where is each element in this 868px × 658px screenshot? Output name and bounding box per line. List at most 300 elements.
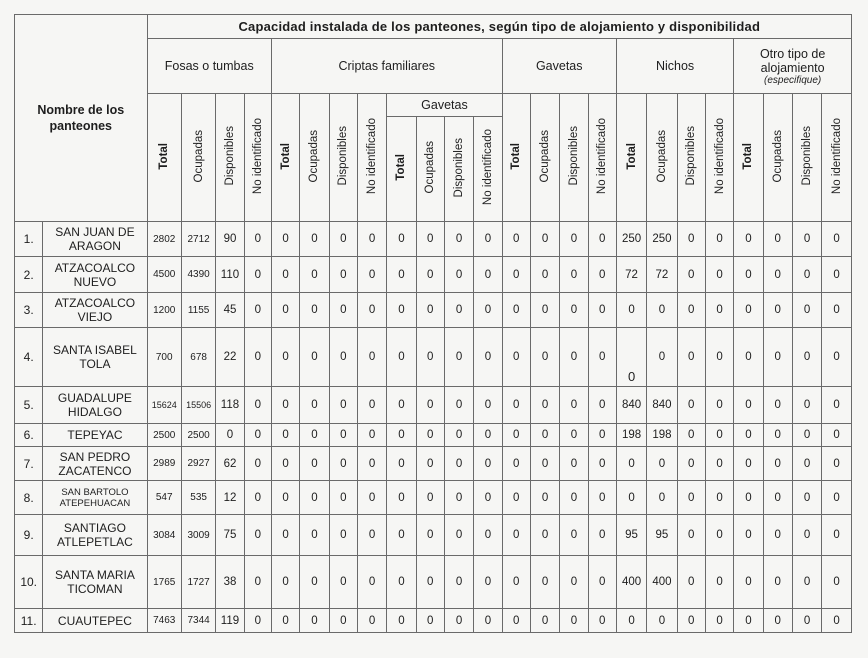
group-nichos: Nichos xyxy=(616,39,733,94)
value-cell: 118 xyxy=(216,387,244,424)
value-cell: 75 xyxy=(216,515,244,556)
value-cell: 0 xyxy=(734,609,763,633)
value-cell: 840 xyxy=(616,387,646,424)
col-gavetas-no-identificado: No identificado xyxy=(588,94,616,222)
value-cell: 0 xyxy=(560,222,588,257)
value-cell: 0 xyxy=(530,556,559,609)
value-cell: 0 xyxy=(244,293,271,328)
value-cell: 0 xyxy=(822,293,852,328)
value-cell: 4390 xyxy=(181,257,215,293)
table-row xyxy=(15,556,852,609)
value-cell: 90 xyxy=(216,222,244,257)
value-cell: 0 xyxy=(792,424,821,447)
value-cell: 0 xyxy=(300,293,329,328)
value-cell: 0 xyxy=(357,257,386,293)
col-criptas-total: Total xyxy=(271,94,299,222)
value-cell: 0 xyxy=(416,293,444,328)
value-cell: 0 xyxy=(734,222,763,257)
value-cell: 0 xyxy=(677,515,705,556)
panteon-name: ATZACOALCO NUEVO xyxy=(43,257,147,293)
value-cell: 0 xyxy=(444,556,473,609)
panteon-name: SANTIAGO ATLEPETLAC xyxy=(43,515,147,556)
group-criptas: Criptas familiares xyxy=(271,39,502,94)
value-cell: 0 xyxy=(705,222,733,257)
col-cg-no-identificado: No identificado xyxy=(474,117,502,222)
col-fosas-total: Total xyxy=(147,94,181,222)
value-cell: 3084 xyxy=(147,515,181,556)
value-cell: 0 xyxy=(357,609,386,633)
value-cell: 700 xyxy=(147,328,181,387)
value-cell: 0 xyxy=(588,424,616,447)
panteon-name: SANTA ISABEL TOLA xyxy=(43,328,147,387)
col-cg-ocupadas: Ocupadas xyxy=(416,117,444,222)
col-criptas-no-identificado: No identificado xyxy=(357,94,386,222)
value-cell: 0 xyxy=(271,257,299,293)
value-cell: 0 xyxy=(271,293,299,328)
value-cell: 0 xyxy=(300,481,329,515)
value-cell: 4500 xyxy=(147,257,181,293)
subgroup-criptas-gavetas: Gavetas xyxy=(387,94,502,117)
value-cell: 0 xyxy=(677,609,705,633)
col-otro-ocupadas: Ocupadas xyxy=(763,94,792,222)
value-cell: 0 xyxy=(444,222,473,257)
value-cell: 0 xyxy=(444,609,473,633)
value-cell: 2500 xyxy=(181,424,215,447)
value-cell: 0 xyxy=(244,515,271,556)
group-otro xyxy=(734,39,852,94)
value-cell: 0 xyxy=(530,257,559,293)
value-cell: 0 xyxy=(244,328,271,387)
value-cell: 0 xyxy=(329,424,357,447)
value-cell: 0 xyxy=(474,481,502,515)
value-cell: 0 xyxy=(387,257,416,293)
value-cell: 1200 xyxy=(147,293,181,328)
col-fosas-disponibles: Disponibles xyxy=(216,94,244,222)
value-cell: 0 xyxy=(474,222,502,257)
value-cell: 0 xyxy=(474,515,502,556)
value-cell: 198 xyxy=(616,424,646,447)
value-cell: 0 xyxy=(588,328,616,387)
value-cell: 0 xyxy=(616,293,646,328)
value-cell: 0 xyxy=(705,293,733,328)
value-cell: 0 xyxy=(474,257,502,293)
value-cell: 0 xyxy=(474,609,502,633)
value-cell: 0 xyxy=(647,447,677,481)
value-cell: 2927 xyxy=(181,447,215,481)
value-cell: 0 xyxy=(705,447,733,481)
value-cell: 0 xyxy=(560,257,588,293)
value-cell: 0 xyxy=(734,447,763,481)
value-cell: 0 xyxy=(560,481,588,515)
value-cell: 0 xyxy=(329,556,357,609)
value-cell: 0 xyxy=(530,515,559,556)
row-index: 9. xyxy=(15,515,43,556)
table-row xyxy=(15,257,852,293)
table-row xyxy=(15,609,852,633)
value-cell: 0 xyxy=(244,257,271,293)
value-cell: 0 xyxy=(502,257,530,293)
panteon-name: GUADALUPE HIDALGO xyxy=(43,387,147,424)
value-cell: 0 xyxy=(677,481,705,515)
value-cell: 0 xyxy=(357,387,386,424)
value-cell: 0 xyxy=(530,222,559,257)
value-cell: 0 xyxy=(387,609,416,633)
value-cell: 0 xyxy=(616,447,646,481)
value-cell: 0 xyxy=(763,387,792,424)
panteon-name: SAN JUAN DE ARAGON xyxy=(43,222,147,257)
value-cell: 0 xyxy=(734,387,763,424)
value-cell: 0 xyxy=(705,387,733,424)
value-cell: 0 xyxy=(677,447,705,481)
value-cell: 0 xyxy=(271,481,299,515)
value-cell: 0 xyxy=(792,257,821,293)
value-cell: 0 xyxy=(588,293,616,328)
col-nichos-disponibles: Disponibles xyxy=(677,94,705,222)
value-cell: 400 xyxy=(616,556,646,609)
value-cell: 0 xyxy=(560,609,588,633)
value-cell: 0 xyxy=(329,222,357,257)
table-row xyxy=(15,424,852,447)
value-cell: 0 xyxy=(530,609,559,633)
value-cell: 0 xyxy=(792,447,821,481)
value-cell: 3009 xyxy=(181,515,215,556)
value-cell: 72 xyxy=(616,257,646,293)
value-cell: 0 xyxy=(300,609,329,633)
value-cell: 0 xyxy=(300,387,329,424)
value-cell: 0 xyxy=(792,481,821,515)
row-index: 3. xyxy=(15,293,43,328)
value-cell: 0 xyxy=(530,387,559,424)
value-cell: 0 xyxy=(357,222,386,257)
value-cell: 0 xyxy=(271,515,299,556)
col-nichos-total: Total xyxy=(616,94,646,222)
value-cell: 0 xyxy=(444,257,473,293)
value-cell: 0 xyxy=(616,481,646,515)
value-cell: 547 xyxy=(147,481,181,515)
value-cell: 0 xyxy=(588,481,616,515)
table-title: Capacidad instalada de los panteones, según tipo de alojamiento y disponibilidad xyxy=(147,15,851,39)
value-cell: 0 xyxy=(502,447,530,481)
value-cell: 0 xyxy=(271,424,299,447)
value-cell: 0 xyxy=(705,515,733,556)
value-cell: 0 xyxy=(792,293,821,328)
col-criptas-disponibles: Disponibles xyxy=(329,94,357,222)
value-cell: 0 xyxy=(271,387,299,424)
value-cell: 0 xyxy=(416,515,444,556)
value-cell: 0 xyxy=(763,257,792,293)
value-cell: 1727 xyxy=(181,556,215,609)
table-row xyxy=(15,387,852,424)
row-index: 6. xyxy=(15,424,43,447)
value-cell: 0 xyxy=(502,293,530,328)
col-gavetas-disponibles: Disponibles xyxy=(560,94,588,222)
value-cell: 0 xyxy=(387,424,416,447)
name-column-header: Nombre de los panteones xyxy=(15,15,148,222)
value-cell: 0 xyxy=(588,387,616,424)
group-fosas: Fosas o tumbas xyxy=(147,39,271,94)
group-gavetas: Gavetas xyxy=(502,39,616,94)
value-cell: 7463 xyxy=(147,609,181,633)
value-cell: 0 xyxy=(502,556,530,609)
value-cell: 0 xyxy=(387,447,416,481)
value-cell: 0 xyxy=(329,515,357,556)
col-cg-disponibles: Disponibles xyxy=(444,117,473,222)
value-cell: 0 xyxy=(530,328,559,387)
value-cell: 0 xyxy=(705,556,733,609)
value-cell: 840 xyxy=(647,387,677,424)
value-cell: 0 xyxy=(677,293,705,328)
value-cell: 0 xyxy=(271,556,299,609)
value-cell: 0 xyxy=(822,481,852,515)
value-cell: 0 xyxy=(588,556,616,609)
value-cell: 0 xyxy=(357,424,386,447)
value-cell: 0 xyxy=(677,387,705,424)
value-cell: 0 xyxy=(502,328,530,387)
value-cell: 0 xyxy=(416,257,444,293)
value-cell: 0 xyxy=(792,556,821,609)
value-cell: 0 xyxy=(792,609,821,633)
col-otro-disponibles: Disponibles xyxy=(792,94,821,222)
value-cell: 0 xyxy=(763,481,792,515)
value-cell: 0 xyxy=(763,222,792,257)
value-cell: 0 xyxy=(530,293,559,328)
row-index: 4. xyxy=(15,328,43,387)
value-cell: 0 xyxy=(763,609,792,633)
value-cell: 0 xyxy=(474,293,502,328)
value-cell: 0 xyxy=(502,609,530,633)
value-cell: 0 xyxy=(244,424,271,447)
value-cell: 0 xyxy=(822,609,852,633)
group-otro-sub: (especifique) xyxy=(763,74,822,86)
value-cell: 12 xyxy=(216,481,244,515)
value-cell: 0 xyxy=(502,387,530,424)
value-cell: 0 xyxy=(416,387,444,424)
value-cell: 0 xyxy=(705,257,733,293)
col-fosas-no-identificado: No identificado xyxy=(244,94,271,222)
value-cell: 38 xyxy=(216,556,244,609)
value-cell: 0 xyxy=(763,424,792,447)
value-cell: 2712 xyxy=(181,222,215,257)
value-cell: 0 xyxy=(300,515,329,556)
value-cell: 535 xyxy=(181,481,215,515)
value-cell: 0 xyxy=(474,387,502,424)
value-cell: 0 xyxy=(244,447,271,481)
value-cell: 0 xyxy=(474,447,502,481)
col-nichos-ocupadas: Ocupadas xyxy=(647,94,677,222)
value-cell: 0 xyxy=(616,609,646,633)
value-cell: 2500 xyxy=(147,424,181,447)
value-cell: 0 xyxy=(444,424,473,447)
value-cell: 0 xyxy=(416,222,444,257)
value-cell: 0 xyxy=(530,447,559,481)
value-cell: 1155 xyxy=(181,293,215,328)
value-cell: 0 xyxy=(734,481,763,515)
value-cell: 250 xyxy=(647,222,677,257)
value-cell: 0 xyxy=(734,328,763,387)
panteon-name: ATZACOALCO VIEJO xyxy=(43,293,147,328)
value-cell: 0 xyxy=(677,222,705,257)
value-cell: 0 xyxy=(444,481,473,515)
value-cell: 0 xyxy=(357,328,386,387)
value-cell: 198 xyxy=(647,424,677,447)
value-cell: 0 xyxy=(677,257,705,293)
value-cell: 22 xyxy=(216,328,244,387)
value-cell: 0 xyxy=(300,257,329,293)
table-body xyxy=(15,222,852,633)
value-cell: 0 xyxy=(647,293,677,328)
value-cell: 0 xyxy=(444,293,473,328)
value-cell: 0 xyxy=(502,222,530,257)
value-cell: 0 xyxy=(560,293,588,328)
value-cell: 0 xyxy=(244,481,271,515)
value-cell: 0 xyxy=(444,328,473,387)
panteon-name: SAN PEDRO ZACATENCO xyxy=(43,447,147,481)
value-cell: 0 xyxy=(822,222,852,257)
value-cell: 0 xyxy=(271,328,299,387)
value-cell: 0 xyxy=(792,222,821,257)
value-cell: 0 xyxy=(647,481,677,515)
table-row xyxy=(15,293,852,328)
value-cell: 0 xyxy=(822,424,852,447)
panteon-name: TEPEYAC xyxy=(43,424,147,447)
col-nichos-no-identificado: No identificado xyxy=(705,94,733,222)
value-cell: 0 xyxy=(444,515,473,556)
value-cell: 0 xyxy=(387,387,416,424)
value-cell: 0 xyxy=(357,447,386,481)
value-cell: 0 xyxy=(271,447,299,481)
value-cell: 95 xyxy=(647,515,677,556)
value-cell: 1765 xyxy=(147,556,181,609)
col-cg-total: Total xyxy=(387,117,416,222)
value-cell: 0 xyxy=(560,447,588,481)
value-cell: 400 xyxy=(647,556,677,609)
value-cell: 0 xyxy=(530,424,559,447)
value-cell: 0 xyxy=(588,609,616,633)
value-cell: 0 xyxy=(763,515,792,556)
row-index: 8. xyxy=(15,481,43,515)
value-cell: 0 xyxy=(300,222,329,257)
col-otro-total: Total xyxy=(734,94,763,222)
value-cell: 62 xyxy=(216,447,244,481)
value-cell: 0 xyxy=(763,328,792,387)
value-cell: 0 xyxy=(502,481,530,515)
value-cell: 0 xyxy=(822,328,852,387)
value-cell: 0 xyxy=(329,481,357,515)
value-cell: 0 xyxy=(734,257,763,293)
value-cell: 2989 xyxy=(147,447,181,481)
value-cell: 250 xyxy=(616,222,646,257)
value-cell: 0 xyxy=(705,328,733,387)
value-cell: 0 xyxy=(357,515,386,556)
value-cell: 0 xyxy=(329,293,357,328)
value-cell: 0 xyxy=(300,328,329,387)
value-cell: 0 xyxy=(763,293,792,328)
value-cell: 0 xyxy=(560,424,588,447)
value-cell: 15506 xyxy=(181,387,215,424)
value-cell: 0 xyxy=(271,222,299,257)
value-cell: 0 xyxy=(705,424,733,447)
row-index: 1. xyxy=(15,222,43,257)
value-cell: 0 xyxy=(329,328,357,387)
value-cell: 0 xyxy=(416,556,444,609)
value-cell: 0 xyxy=(792,328,821,387)
value-cell: 0 xyxy=(244,387,271,424)
value-cell: 0 xyxy=(763,447,792,481)
value-cell: 72 xyxy=(647,257,677,293)
value-cell: 0 xyxy=(329,257,357,293)
value-cell: 0 xyxy=(357,293,386,328)
value-cell: 0 xyxy=(244,609,271,633)
value-cell: 0 xyxy=(502,515,530,556)
value-cell: 0 xyxy=(677,424,705,447)
value-cell: 0 xyxy=(588,447,616,481)
value-cell: 0 xyxy=(444,447,473,481)
value-cell: 15624 xyxy=(147,387,181,424)
value-cell: 0 xyxy=(705,481,733,515)
value-cell: 45 xyxy=(216,293,244,328)
value-cell: 0 xyxy=(705,609,733,633)
row-index: 10. xyxy=(15,556,43,609)
col-fosas-ocupadas: Ocupadas xyxy=(181,94,215,222)
value-cell: 0 xyxy=(734,424,763,447)
value-cell: 0 xyxy=(357,481,386,515)
value-cell: 0 xyxy=(822,257,852,293)
value-cell: 0 xyxy=(474,424,502,447)
group-otro-label: Otro tipo de alojamiento xyxy=(759,46,826,75)
value-cell: 0 xyxy=(677,328,705,387)
value-cell: 0 xyxy=(588,515,616,556)
panteon-name: CUAUTEPEC xyxy=(43,609,147,633)
value-cell: 0 xyxy=(387,481,416,515)
value-cell: 678 xyxy=(181,328,215,387)
value-cell: 0 xyxy=(502,424,530,447)
value-cell: 0 xyxy=(244,222,271,257)
value-cell: 0 xyxy=(416,424,444,447)
value-cell: 0 xyxy=(560,515,588,556)
panteon-name: SANTA MARIA TICOMAN xyxy=(43,556,147,609)
value-cell: 0 xyxy=(444,387,473,424)
value-cell: 0 xyxy=(677,556,705,609)
value-cell: 0 xyxy=(792,515,821,556)
table-row xyxy=(15,447,852,481)
table-row xyxy=(15,222,852,257)
col-gavetas-total: Total xyxy=(502,94,530,222)
value-cell: 0 xyxy=(387,515,416,556)
value-cell: 7344 xyxy=(181,609,215,633)
value-cell: 0 xyxy=(329,447,357,481)
value-cell: 119 xyxy=(216,609,244,633)
value-cell: 0 xyxy=(822,447,852,481)
value-cell: 0 xyxy=(416,328,444,387)
value-cell: 0 xyxy=(271,609,299,633)
value-cell: 0 xyxy=(560,387,588,424)
value-cell: 0 xyxy=(474,328,502,387)
value-cell: 110 xyxy=(216,257,244,293)
row-index: 5. xyxy=(15,387,43,424)
row-index: 7. xyxy=(15,447,43,481)
value-cell: 0 xyxy=(763,556,792,609)
value-cell: 0 xyxy=(416,447,444,481)
value-cell: 0 xyxy=(588,222,616,257)
col-otro-no-identificado: No identificado xyxy=(822,94,852,222)
table-row xyxy=(15,481,852,515)
table-row xyxy=(15,328,852,387)
value-cell: 0 xyxy=(822,387,852,424)
panteon-name: SAN BARTOLO ATEPEHUACAN xyxy=(43,481,147,515)
panteones-table xyxy=(14,14,852,633)
value-cell: 0 xyxy=(530,481,559,515)
value-cell: 0 xyxy=(822,556,852,609)
